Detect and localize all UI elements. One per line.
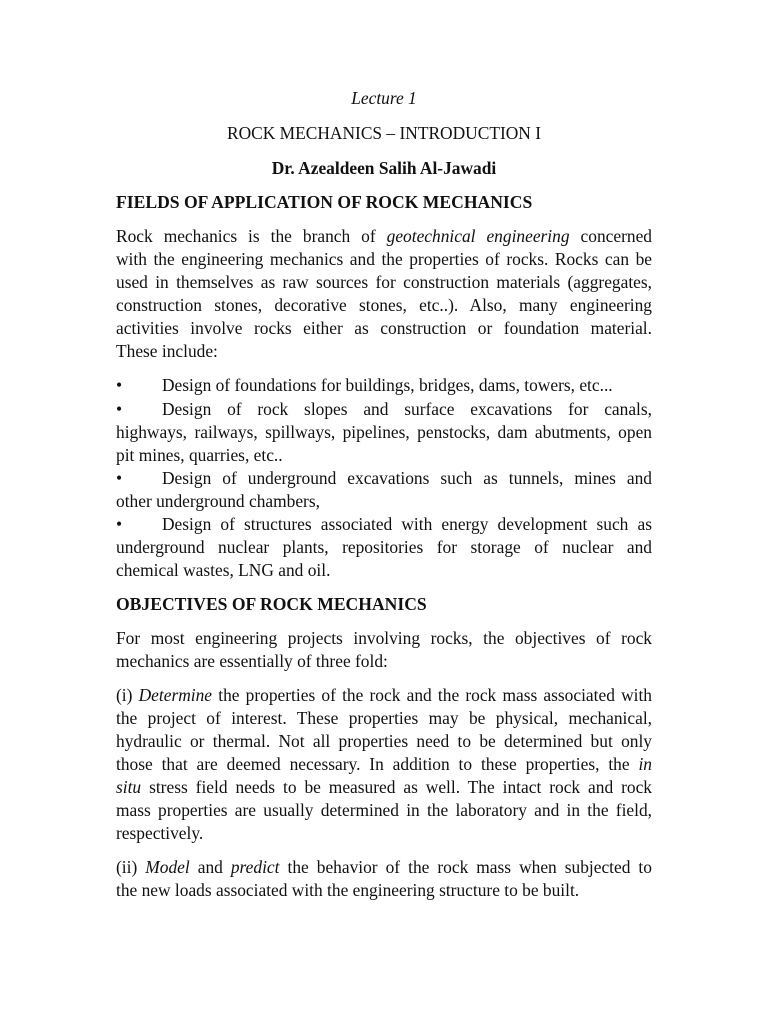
bullet-icon: • xyxy=(116,514,123,534)
section-heading-objectives: OBJECTIVES OF ROCK MECHANICS xyxy=(116,594,427,614)
list-item: • Design of foundations for buildings, bridges, dams, towers, etc... xyxy=(116,375,613,395)
lecture-label: Lecture 1 xyxy=(351,88,417,108)
document-title: ROCK MECHANICS – INTRODUCTION I xyxy=(227,123,541,143)
list-item: • Design of rock slopes and surface excavations for canals, xyxy=(116,399,652,419)
bullet-icon: • xyxy=(116,375,123,395)
document-page: Lecture 1 ROCK MECHANICS – INTRODUCTION I Dr. Azealdeen Salih Al-Jawadi FIELDS OF APPLICATION OF ROCK MECHANICS Rock mechanics is the branch of geotechnical engineering concerned with the engineering mechanics and the properties of rocks. Rocks can be used in themselves as raw sources for construction materials (aggregates, construction stones, decorative stones, etc..). Also, many engineering activities involve rocks either as construction or foundation material. These include: • Design of foundations for buildings, bridges, dams, towers, etc... • Design of rock slopes and surface excavations for canals, highways, railways, spillways, pipelines, penstocks, dam abutments, open pit mines, quarries, etc.. • Design of underground excavations such as tunnels, mines and other underground chambers, • Design of structures associated with energy development such as underground nuclear plants, repositories for storage of nuclear and chemical wastes, LNG and oil. OBJECTIVES OF ROCK MECHANICS For most engineering projects involving rocks, the objectives of rock mechanics are essentially of three fold: (i) Determine the properties of the rock and the rock mass associated with the project of interest. These properties may be physical, mechanical, hydraulic or thermal. Not all properties need to be determined but only those that are deemed necessary. In addition to these properties, the in situ stress field needs to be measured as well. The intact rock and rock mass properties are usually determined in the laboratory and in the field, respectively. (ii) Model and predict the behavior of the rock mass when subjected to the new loads associated with the engineering structure to be built. xyxy=(0,0,768,1024)
list-item: • Design of underground excavations such as tunnels, mines and xyxy=(116,468,652,488)
section-heading-fields: FIELDS OF APPLICATION OF ROCK MECHANICS xyxy=(116,192,533,212)
author-name: Dr. Azealdeen Salih Al-Jawadi xyxy=(271,158,497,178)
list-item: • Design of structures associated with energy development such as xyxy=(116,514,652,534)
bullet-icon: • xyxy=(116,468,123,488)
bullet-icon: • xyxy=(116,399,123,419)
